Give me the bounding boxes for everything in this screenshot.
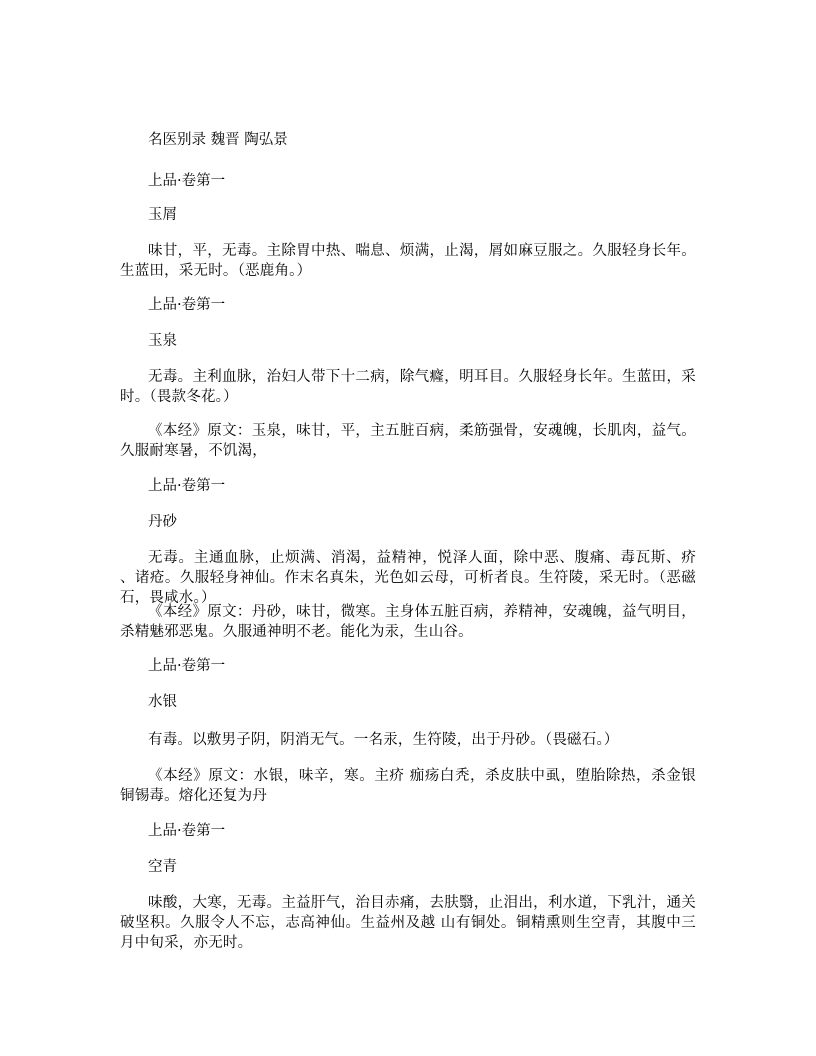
section-description: 无毒。主利血脉，治妇人带下十二病，除气癃，明耳目。久服轻身长年。生蓝田，采时。（畏款冬花。） [120, 369, 696, 405]
section-description: 无毒。主通血脉，止烦满、消渴，益精神，悦泽人面，除中恶、腹痛、毒瓦斯、疥 、诸疮。久服轻身神仙。作末名真朱，光色如云母，可析者良。生符陵，采无时。（恶磁石，畏咸水。） [120, 550, 696, 606]
section-category: 上品·卷第一 [148, 478, 226, 494]
section-heading: 玉泉 [148, 333, 177, 349]
section-heading: 丹砂 [148, 514, 177, 530]
section-category: 上品·卷第一 [148, 297, 226, 313]
section-original-text: 《本经》原文：丹砂，味甘，微寒。主身体五脏百病，养精神，安魂魄，益气明目，杀精魅邪恶鬼。久服通神明不老。能化为汞，生山谷。 [120, 604, 696, 640]
section-description: 有毒。以敷男子阴，阴消无气。一名汞，生符陵，出于丹砂。（畏磁石。） [148, 732, 619, 748]
section-heading: 玉屑 [148, 207, 177, 223]
section-heading: 空青 [148, 859, 177, 875]
section-category: 上品·卷第一 [148, 658, 226, 674]
document-title: 名医别录 魏晋 陶弘景 [148, 132, 288, 148]
section-description: 味酸，大寒，无毒。主益肝气，治目赤痛，去肤翳，止泪出，利水道，下乳汁，通关破坚积。久服令人不忘，志高神仙。生益州及越 山有铜处。铜精熏则生空青，其腹中三月中旬采，亦无时。 [120, 895, 696, 951]
section-original-text: 《本经》原文：玉泉，味甘，平，主五脏百病，柔筋强骨，安魂魄，长肌肉，益气。久服耐寒暑，不饥渴， [120, 423, 696, 459]
section-category: 上品·卷第一 [148, 823, 226, 839]
section-category: 上品·卷第一 [148, 173, 226, 189]
section-heading: 水银 [148, 694, 177, 710]
section-original-text: 《本经》原文：水银，味辛，寒。主疥 痂疡白秃，杀皮肤中虱，堕胎除热，杀金银铜锡毒。熔化还复为丹 [120, 768, 696, 804]
section-description: 味甘，平，无毒。主除胃中热、喘息、烦满，止渴，屑如麻豆服之。久服轻身长年。生蓝田，采无时。（恶鹿角。） [120, 243, 696, 279]
